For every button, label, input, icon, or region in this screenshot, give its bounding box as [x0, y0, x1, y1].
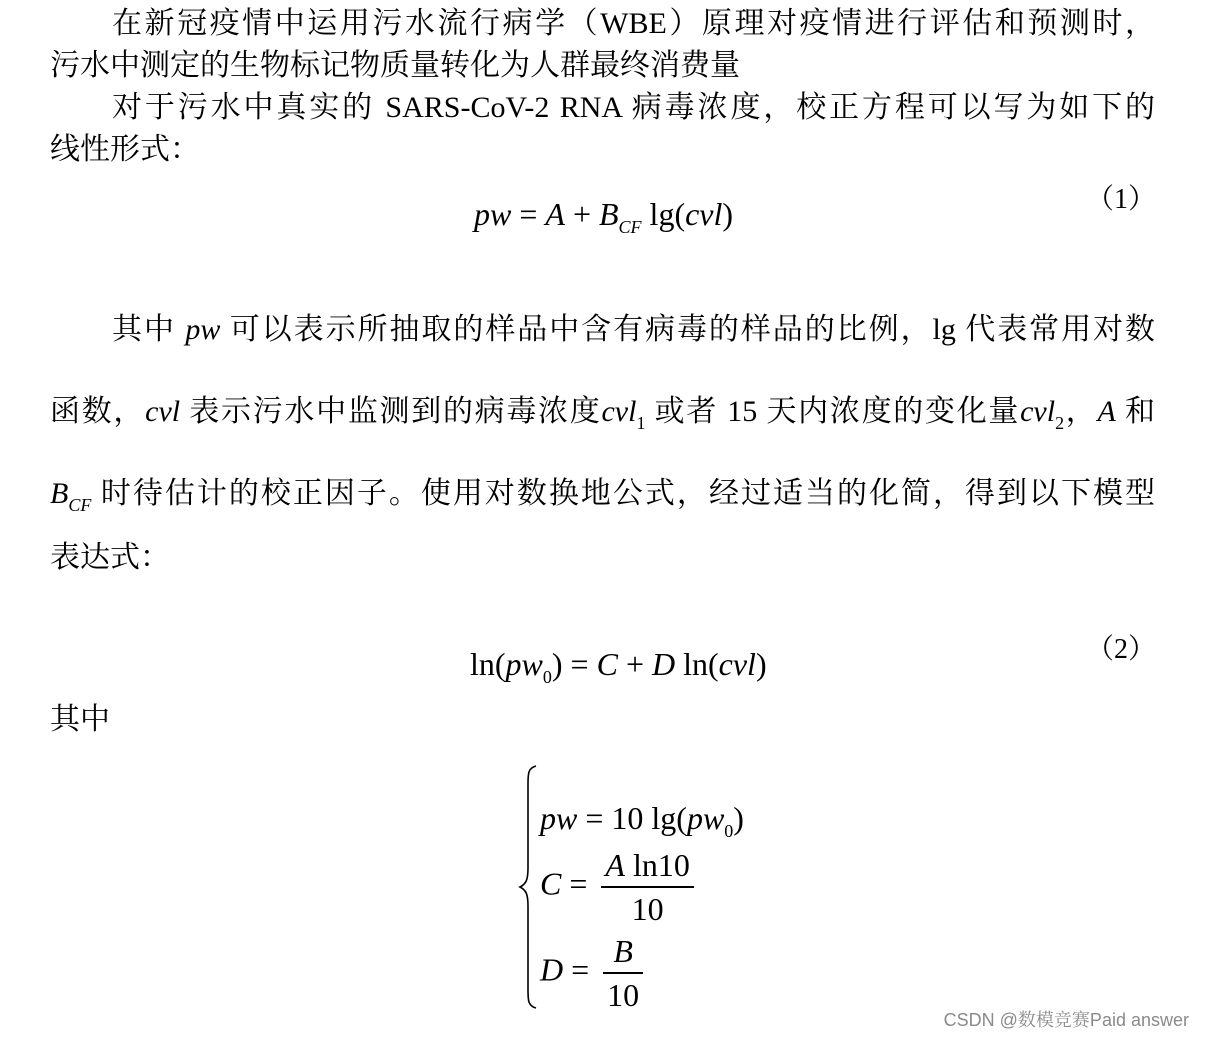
where-label: 其中: [50, 703, 110, 736]
paragraph-3-line-4: 表达式：: [50, 541, 170, 574]
paragraph-2-line-2: 线性形式：: [50, 133, 200, 166]
fraction-d: $\frac{B}{10}$: [603, 930, 643, 1016]
paragraph-1-line-1: 在新冠疫情中运用污水流行病学（WBE）原理对疫情进行评估和预测时，: [112, 7, 1155, 40]
paragraph-2-line-1: 对于污水中真实的 SARS-CoV-2 RNA 病毒浓度，校正方程可以写为如下的: [112, 91, 1155, 124]
system-row-c: C = $\frac{\text{A ln10}}{10}$: [540, 844, 694, 930]
fraction-c: $\frac{\text{A ln10}}{10}$: [601, 844, 693, 930]
left-brace-icon: [518, 764, 540, 1010]
equation-2: $\ln(pw_0) = C + D$ ln(cvl): [470, 646, 767, 687]
paragraph-3-line-3: $B_{CF}$ 时待估计的校正因子。使用对数换地公式，经过适当的化简，得到以下模型: [50, 477, 1155, 515]
system-row-pw: pw = 10 $\lg(pw_0)$: [540, 800, 744, 841]
equation-2-number: （2）: [1086, 634, 1157, 665]
equation-1: pw = $A + B_{CF}$ lg(cvl): [474, 196, 734, 237]
paragraph-3-line-2: 函数，cvl 表示污水中监测到的病毒浓度cvl$_1$ 或者 15 天内浓度的变化量cvl$_2$，A 和: [50, 395, 1156, 433]
paragraph-1-line-2: 污水中测定的生物标记物质量转化为人群最终消费量: [50, 49, 740, 82]
equation-1-number: （1）: [1086, 184, 1157, 215]
csdn-watermark: CSDN @数模竞赛Paid answer: [943, 1010, 1189, 1030]
system-row-d: D = $\frac{B}{10}$: [540, 930, 643, 1016]
paragraph-3-line-1: 其中 pw 可以表示所抽取的样品中含有病毒的样品的比例，lg 代表常用对数: [112, 313, 1155, 346]
